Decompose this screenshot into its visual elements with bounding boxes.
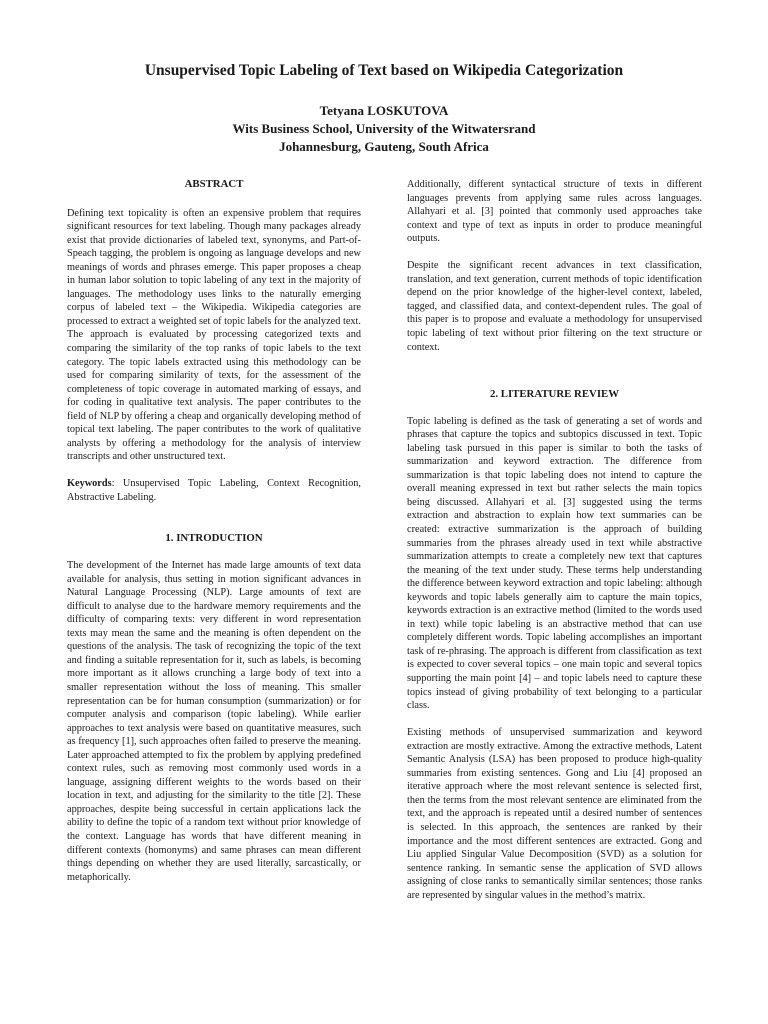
right-column — [407, 178, 702, 916]
abstract-text: Defining text topicality is often an expensive problem that requires significant resources for text labeling. Though many packages already exist that provide dictionaries of labeled text, synonyms, and Part-of-Speach tagging, the problem is ongoing as language develops and new meanings of words and phrases emerge. This paper proposes a cheap in human labor solution to topic labeling of any text in the majority of languages. The methodology uses links to the naturally emerging corpus of labeled text – the Wikipedia. Wikipedia categories are processed to extract a weighted set of topic labels for the analyzed text. The approach is evaluated by processing categorized texts and comparing the similarity of the top ranks of topic labels to the text category. The topic labels extracted using this methodology can be used for comparing similarity of texts, for the assessment of the completeness of topic coverage in automated marking of essays, and for coding in qualitative text analysis. The paper contributes to the field of NLP by offering a cheap and organically developing method of topical text labeling. The paper contributes to the work of qualitative analysts by offering a methodology for the analysis of interview transcripts and other unstructured text. — [67, 207, 361, 463]
introduction-goal: Despite the significant recent advances in text classification, translation, and text generation, current methods of topic identification depend on the prior knowledge of the higher-level context, labeled, tagged, and classified data, and context-dependent rules. The goal of this paper is to propose and evaluate a methodology for unsupervised topic labeling of text without prior filtering on the text structure or context. — [407, 260, 702, 353]
author-affiliation: Wits Business School, University of the Witwatersrand — [232, 121, 536, 136]
keywords-text: : Unsupervised Topic Labeling, Context Recognition, Abstractive Labeling. — [67, 478, 361, 503]
author-location: Johannesburg, Gauteng, South Africa — [279, 139, 489, 154]
literature-paragraph-1: Topic labeling is defined as the task of generating a set of words and phrases that capture the topics and subtopics discussed in text. Topic labeling task pursued in this paper is similar to both the tasks of summarization and keyword extraction. The difference from summarization is that topic labeling does not intend to capture the overall meaning expressed in text but rather selects the main topics being discussed. Allahyari et al. [3] suggested using the terms extraction and abstraction to explain how text summaries can be created: extractive summarization is the approach of building summaries from the phrases already used in text while abstractive summarization attempts to create a completely new text that captures the meaning of the text under study. These terms help understanding the difference between keyword extraction and topic labeling: although keywords and topic labels generally aim to capture the main topics, keywords extraction is an extractive method (limited to the words used in text) while topic labeling is an abstractive method that can use completely different words. Topic labeling accomplishes an important task of re-phrasing. The approach is different from classification as text is expected to cover several topics – one main topic and several topics supporting the main point [4] – and topic labels need to capture these topics instead of giving probability of text belonging to a particular class. — [407, 415, 702, 712]
paper-title: Unsupervised Topic Labeling of Text based on Wikipedia Categorization — [144, 62, 624, 79]
keywords — [67, 477, 361, 504]
abstract-heading: ABSTRACT — [184, 178, 244, 190]
literature-heading: 2. LITERATURE REVIEW — [489, 387, 620, 400]
author-block — [0, 102, 768, 156]
introduction-continued: Additionally, different syntactical structure of texts in different languages prevents from applying same rules across languages. Allahyari et al. [3] pointed that commonly used approaches take context and type of text as inputs in order to produce meaningful outputs. — [407, 179, 702, 245]
introduction-text: The development of the Internet has made large amounts of text data available for analysis, thus setting in motion significant advances in Natural Language Processing (NLP). Large amounts of text are difficult to analyse due to the hardware memory requirements and the difficulty of comparing texts: very different in word representation texts may mean the same and the meaning is often dependent on the questions of the analysis. The task of recognizing the topic of the text and finding a suitable representation for it, such as labels, is becoming more important as it allows crunching a large body of text into a smaller representation without the loss of meaning. This smaller representation can be for human consumption (summarization) or for computer analysis and comparison (topic labeling). While earlier approaches to text analysis were based on quantitative measures, such as frequency [1], such approaches often failed to preserve the meaning. Later approached attempted to fix the problem by applying predefined context rules, such as removing most commonly used words in a language, assigning different weights to the words based on their location in text, and adjusting for the similarity to the title [2]. These approaches, despite being successful in certain applications lack the ability to define the topic of a random text without prior knowledge of the context. Language has words that have different meaning in different contexts (homonyms) and same phrases can mean different things depending on whether they are used literally, sarcastically, or metaphorically. — [67, 560, 361, 883]
left-column — [67, 178, 361, 898]
literature-paragraph-2: Existing methods of unsupervised summarization and keyword extraction are mostly extractive. Among the extractive methods, Latent Semantic Analysis (LSA) has been proposed to produce high-quality summaries from existing sentences. Gong and Liu [4] proposed an iterative approach where the most relevant sentence is selected first, then the terms from the most relevant sentence are eliminated from the text, and the approach is repeated until a desired number of sentences is selected. In this approach, the sentences are ranked by their importance and the most different sentences are extracted. Gong and Liu applied Singular Value Decomposition (SVD) as a solution for sentence ranking. In semantic sense the application of SVD allows assigning of close ranks to semantically similar sentences; those ranks are represented by singular values in the method’s matrix. — [407, 727, 702, 901]
keywords-label: Keywords — [67, 478, 112, 490]
introduction-heading: 1. INTRODUCTION — [165, 532, 263, 545]
author-name: Tetyana LOSKUTOVA — [319, 103, 449, 118]
